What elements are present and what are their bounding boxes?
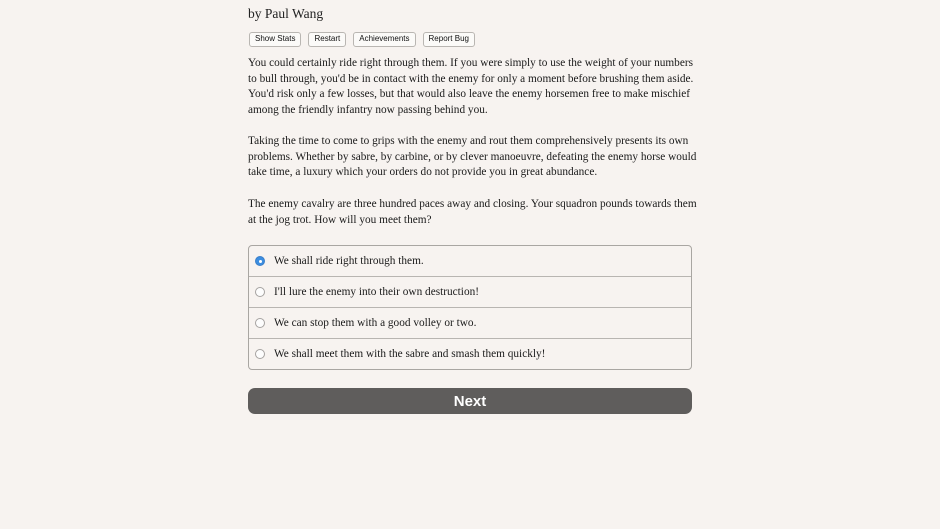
restart-button[interactable]: Restart — [308, 32, 346, 47]
story-paragraph: You could certainly ride right through them. If you were simply to use the weight of your numbers to bull through, you'd be in contact with the enemy for only a moment before brushing them aside. You'd risk only a few losses, but that would also leave the enemy horsemen free to make mischief among the friendly infantry now passing behind you. — [248, 57, 694, 117]
radio-button[interactable] — [255, 349, 265, 359]
radio-button[interactable] — [255, 287, 265, 297]
choice-option[interactable] — [249, 339, 691, 369]
author-byline: by Paul Wang — [248, 6, 324, 21]
radio-button[interactable] — [255, 318, 265, 328]
choice-label: I'll lure the enemy into their own destruction! — [274, 286, 480, 298]
show-stats-button[interactable]: Show Stats — [249, 32, 301, 47]
story-paragraph: Taking the time to come to grips with the enemy and rout them comprehensively presents its own problems. Whether by sabre, by carbine, or by clever manoeuvre, defeating the enemy horse would take time, a luxury which your orders do not provide you in great abundance. — [248, 135, 697, 179]
choice-option[interactable] — [249, 308, 691, 339]
report-bug-button[interactable]: Report Bug — [423, 32, 475, 47]
choice-label: We shall meet them with the sabre and smash them quickly! — [274, 348, 546, 360]
choice-label: We shall ride right through them. — [274, 255, 424, 267]
toolbar — [249, 32, 475, 47]
choice-option[interactable] — [249, 246, 691, 277]
choice-label: We can stop them with a good volley or two. — [274, 317, 477, 329]
next-button[interactable]: Next — [248, 388, 692, 414]
story-paragraph: The enemy cavalry are three hundred paces away and closing. Your squadron pounds towards them at the jog trot. How will you meet them? — [248, 198, 697, 226]
choice-option[interactable] — [249, 277, 691, 308]
achievements-button[interactable]: Achievements — [353, 32, 415, 47]
radio-button[interactable] — [255, 256, 265, 266]
choice-list — [248, 245, 692, 370]
